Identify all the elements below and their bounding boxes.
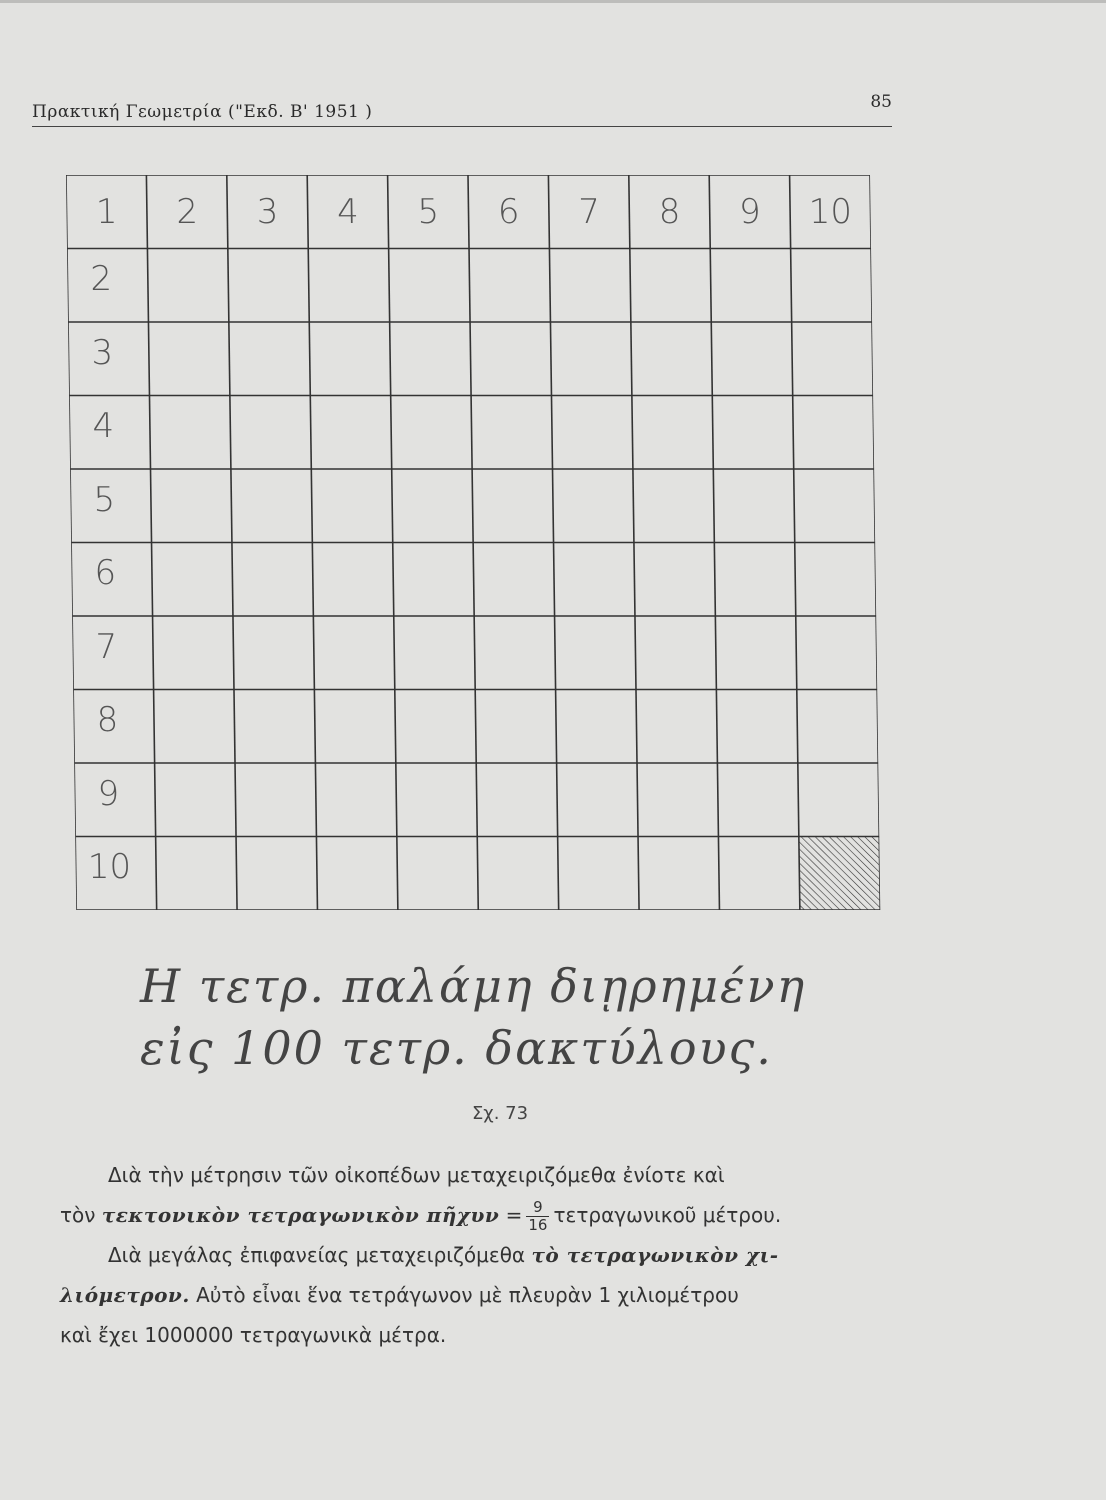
p1-suffix: τετραγωνικοῦ μέτρου.	[553, 1203, 782, 1227]
paragraph-1-line-1: Διὰ τὴν μέτρησιν τῶν οἰκοπέδων μεταχειριζόμεθα ἐνίοτε καὶ	[108, 1163, 725, 1187]
top-row-number: 5	[417, 191, 440, 232]
term-carpenter-square-cubit: τεκτονικὸν τετραγωνικὸν πῆχυν	[101, 1203, 500, 1227]
term-square-kilometer-part2: λιόμετρον.	[60, 1283, 190, 1307]
hatched-square-finger-cell	[799, 837, 880, 911]
square-palm-grid	[66, 175, 880, 910]
p2-line2-text: Αὐτὸ εἶναι ἕνα τετράγωνον μὲ πλευρὰν 1 χιλιομέτρου	[196, 1283, 739, 1307]
left-column-number: 10	[87, 847, 132, 888]
left-column-number: 3	[91, 332, 114, 373]
fraction	[526, 1199, 549, 1234]
grid-lines	[66, 175, 880, 910]
top-row-number: 3	[256, 191, 279, 232]
top-row-number: 8	[658, 191, 681, 232]
left-column-number: 9	[97, 773, 120, 814]
figure-label: Σχ. 73	[471, 1103, 529, 1124]
body-text	[60, 1155, 920, 1355]
left-column-number: 2	[90, 259, 113, 300]
paragraph-2-line-1	[60, 1235, 920, 1275]
caption-line-2: εἰς 100 τετρ. δακτύλους.	[140, 1021, 773, 1075]
top-row-number: 9	[738, 191, 762, 232]
top-row-number: 2	[176, 191, 199, 232]
left-column-number: 4	[92, 406, 115, 447]
paragraph-2-line-2	[60, 1275, 920, 1315]
fraction-denominator: 16	[528, 1216, 548, 1234]
paragraph-2-line-3: καὶ ἔχει 1000000 τετραγωνικὰ μέτρα.	[60, 1323, 447, 1347]
fraction-numerator: 9	[526, 1199, 549, 1217]
handwritten-caption	[140, 955, 900, 1079]
equals-sign: =	[505, 1203, 523, 1227]
left-column-number: 8	[96, 700, 119, 741]
top-row-number: 10	[808, 191, 853, 232]
left-column-number: 5	[93, 479, 116, 520]
top-row-number: 6	[497, 191, 520, 232]
p2-prefix: Διὰ μεγάλας ἐπιφανείας μεταχειριζόμεθα	[108, 1243, 526, 1267]
term-square-kilometer-part1: τὸ τετραγωνικὸν χι-	[531, 1243, 779, 1267]
top-row-number: 7	[578, 191, 601, 232]
page-number: 85	[870, 92, 892, 112]
top-row-number: 4	[336, 191, 360, 232]
left-column-number: 6	[94, 553, 117, 594]
paragraph-1-line-2	[60, 1195, 920, 1235]
p1-prefix: τὸν	[60, 1203, 96, 1227]
running-header	[32, 92, 892, 127]
caption-line-1: Η τετρ. παλάμη διῃρημένη	[140, 959, 807, 1013]
left-column-number: 7	[95, 626, 118, 667]
running-title: Πρακτική Γεωμετρία ("Εκδ. Β' 1951 )	[32, 102, 373, 122]
top-row-number: 1	[95, 191, 118, 232]
